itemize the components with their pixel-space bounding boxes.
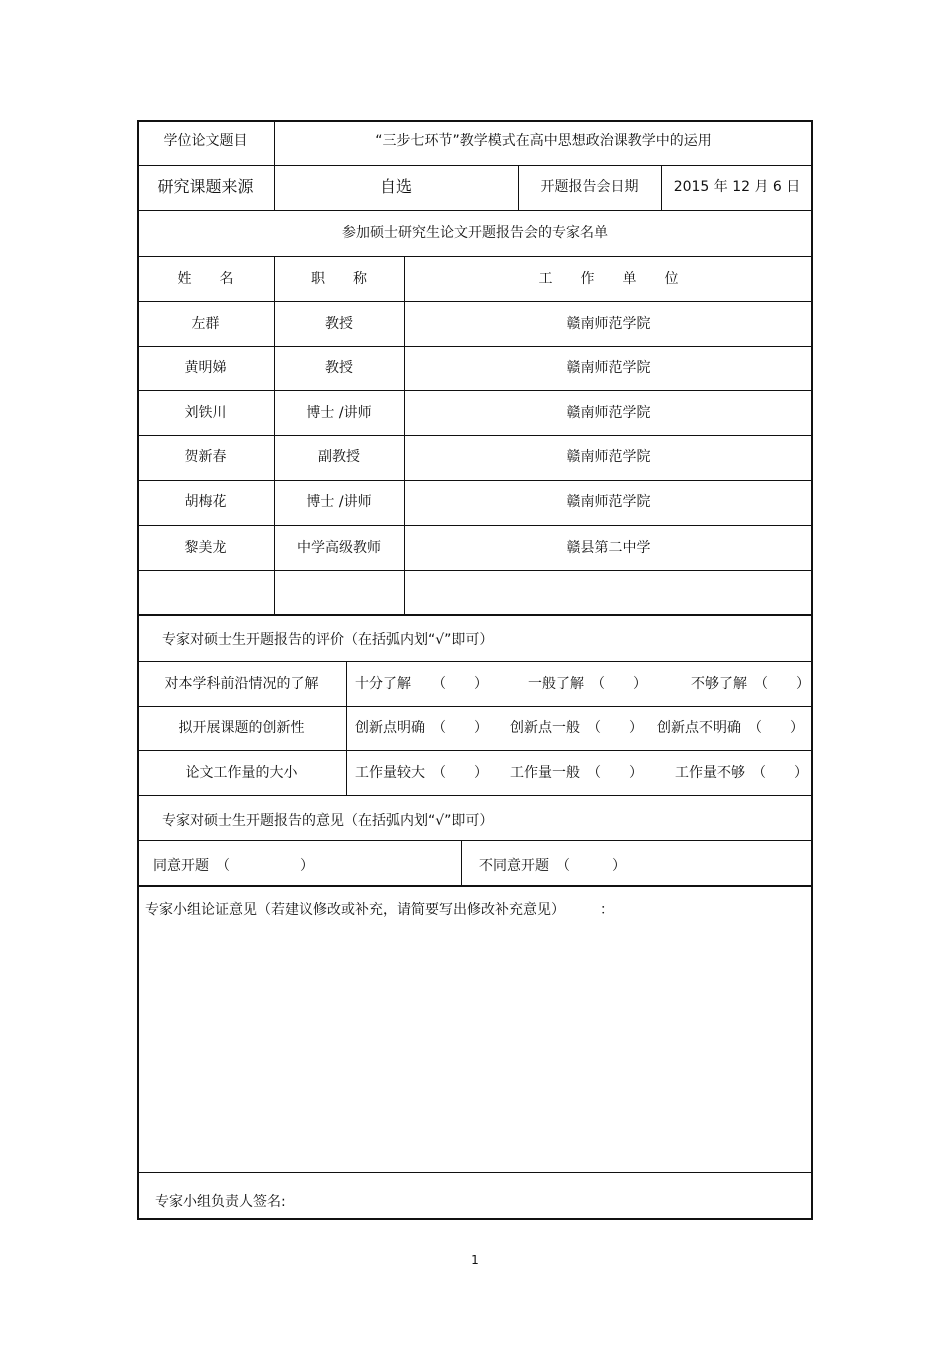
- panel-opinion-label: 专家小组论证意见（若建议修改或补充，请简要写出修改补充意见） ：: [145, 902, 614, 918]
- evaluation-criterion: 拟开展课题的创新性: [178, 720, 305, 736]
- evaluation-criterion: 论文工作量的大小: [185, 765, 298, 781]
- evaluation-criterion: 对本学科前沿情况的了解: [164, 676, 319, 692]
- rule: [137, 1172, 813, 1173]
- rule: [137, 525, 813, 526]
- evaluation-option: 一般了解 （ ）: [528, 676, 647, 692]
- rule: [137, 390, 813, 391]
- rule: [137, 301, 813, 302]
- rule: [137, 480, 813, 481]
- expert-unit: 赣南师范学院: [566, 316, 651, 332]
- evaluation-option: 不够了解 （ ）: [691, 676, 810, 692]
- rule: [137, 840, 813, 841]
- expert-title: 博士 /讲师: [306, 405, 372, 421]
- rule: [137, 706, 813, 707]
- evaluation-option: 创新点一般 （ ）: [510, 720, 643, 736]
- source-value: 自选: [379, 177, 412, 196]
- rule: [137, 346, 813, 347]
- expert-unit: 赣南师范学院: [566, 494, 651, 510]
- rule: [137, 885, 813, 887]
- expert-title: 博士 /讲师: [306, 494, 372, 510]
- rule: [137, 210, 813, 211]
- rule: [137, 750, 813, 751]
- expert-name: 黄明娣: [184, 360, 227, 376]
- expert-unit: 赣县第二中学: [566, 540, 651, 556]
- expert-title: 教授: [325, 360, 353, 376]
- expert-title: 副教授: [318, 449, 360, 465]
- signature-label: 专家小组负责人签名:: [155, 1194, 286, 1210]
- rule: [461, 840, 462, 885]
- evaluation-option: 创新点不明确 （ ）: [657, 720, 804, 736]
- thesis-title: “三步七环节”教学模式在高中思想政治课教学中的运用: [375, 133, 712, 149]
- date-label: 开题报告会日期: [540, 179, 639, 195]
- expert-unit: 赣南师范学院: [566, 360, 651, 376]
- rule: [137, 570, 813, 571]
- page-number: 1: [471, 1253, 479, 1267]
- thesis-title-label: 学位论文题目: [163, 133, 248, 149]
- column-header-title: 职 称: [311, 271, 367, 287]
- evaluation-heading: 专家对硕士生开题报告的评价（在括弧内划“√”即可）: [162, 632, 494, 648]
- column-header-name: 姓 名: [177, 271, 234, 287]
- expert-title: 中学高级教师: [297, 540, 381, 556]
- expert-name: 黎美龙: [184, 540, 227, 556]
- expert-list-title: 参加硕士研究生论文开题报告会的专家名单: [342, 225, 608, 241]
- rule: [346, 661, 347, 795]
- evaluation-option: 创新点明确 （ ）: [355, 720, 488, 736]
- expert-name: 左群: [191, 316, 220, 332]
- expert-unit: 赣南师范学院: [566, 449, 651, 465]
- evaluation-option: 十分了解 （ ）: [355, 676, 488, 692]
- rule: [137, 435, 813, 436]
- expert-name: 刘铁川: [184, 405, 227, 421]
- rule: [137, 165, 813, 166]
- expert-name: 胡梅花: [184, 494, 227, 510]
- disagree-option: 不同意开题 （ ）: [479, 858, 626, 874]
- rule: [137, 795, 813, 796]
- rule: [404, 256, 405, 614]
- rule: [137, 614, 813, 616]
- rule: [274, 256, 275, 614]
- source-label: 研究课题来源: [157, 177, 254, 196]
- evaluation-option: 工作量不够 （ ）: [675, 765, 808, 781]
- expert-title: 教授: [325, 316, 353, 332]
- date-value: 2015 年 12 月 6 日: [673, 179, 801, 195]
- evaluation-option: 工作量较大 （ ）: [355, 765, 488, 781]
- column-header-unit: 工 作 单 位: [538, 271, 679, 287]
- evaluation-option: 工作量一般 （ ）: [510, 765, 643, 781]
- rule: [137, 256, 813, 257]
- rule: [137, 661, 813, 662]
- expert-name: 贺新春: [184, 449, 227, 465]
- expert-unit: 赣南师范学院: [566, 405, 651, 421]
- opinion-heading: 专家对硕士生开题报告的意见（在括弧内划“√”即可）: [162, 813, 494, 829]
- agree-option: 同意开题 （ ）: [153, 858, 314, 874]
